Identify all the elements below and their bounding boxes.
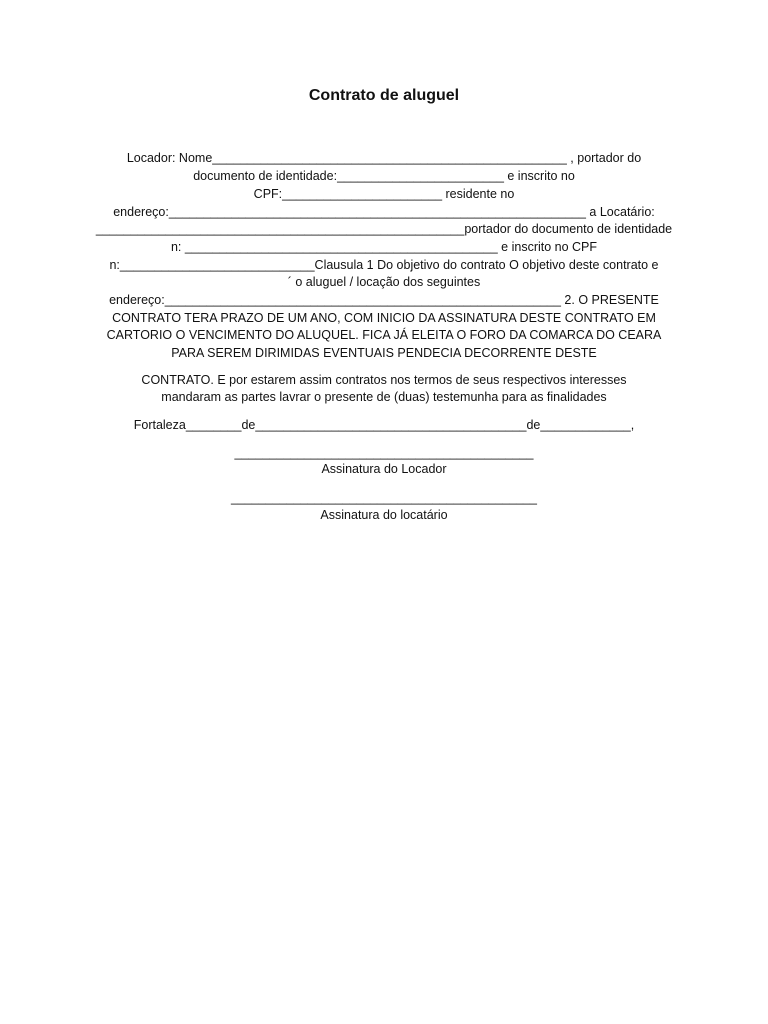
contrato-termos-line: CONTRATO. E por estarem assim contratos nos termos de seus respectivos interesses [141,373,627,387]
objeto-aluguel-line: ´ o aluguel / locação dos seguintes [287,275,481,289]
endereco-imovel-line: endereço:_________________________________________________________ 2. O PRESENTE [109,293,659,307]
prazo-contrato-line: CONTRATO TERA PRAZO DE UM ANO, COM INICIO DA ASSINATURA DESTE CONTRATO EM [112,311,656,325]
documento-identidade-line: documento de identidade:________________________ e inscrito no [193,169,575,183]
local-data-line: Fortaleza________de_______________________________________de_____________, [133,418,635,432]
locatario-signature-label: Assinatura do locatário [320,508,448,522]
locador-signature-line: ___________________________________________ [234,446,534,460]
vencimento-foro-line: CARTORIO O VENCIMENTO DO ALUQUEL. FICA JÁ ELEITA O FORO DA COMARCA DO CEARA [106,328,662,342]
clausula-1-line: n:____________________________Clausula 1 Do objetivo do contrato O objetivo deste contrato e [109,258,659,272]
locatario-numero-cpf-line: n: _____________________________________________ e inscrito no CPF [170,240,598,254]
locatario-signature-line: ____________________________________________ [231,491,537,505]
document-title: Contrato de aluguel [308,87,460,104]
locador-signature-label: Assinatura do Locador [321,462,447,476]
pendencias-line: PARA SEREM DIRIMIDAS EVENTUAIS PENDECIA DECORRENTE DESTE [171,346,597,360]
testemunhas-line: mandaram as partes lavrar o presente de (duas) testemunha para as finalidades [161,390,607,404]
locador-nome-line: Locador: Nome___________________________________________________ , portador do [126,151,642,165]
endereco-locatario-line: endereço:____________________________________________________________ a Locatário: [113,205,655,219]
locatario-documento-line: _____________________________________________________portador do documento de identidade [95,222,673,236]
cpf-line: CPF:_______________________ residente no [253,187,515,201]
